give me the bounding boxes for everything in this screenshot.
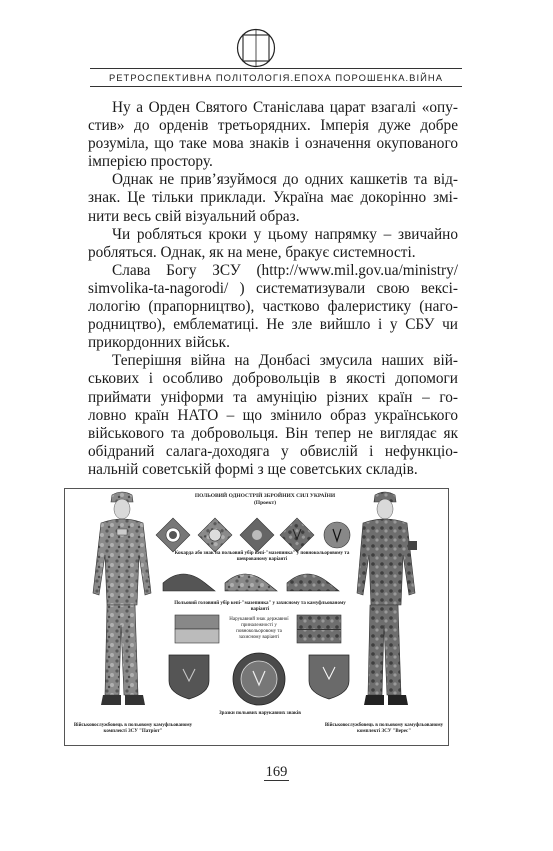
caption-right-soldier: Військовослужбовець в польовому камуфльованому комплекті ЗСУ "Верес" [324,723,444,734]
caption-flag: Нарукавний знак державної приналежності у повнокольоровому та захисному варіанті [229,617,289,640]
sleeve-patches [169,653,349,705]
body-line: ськових і особливо добровольців в якості допомоги [88,370,458,388]
body-line: нити весь свій візуальний образ. [88,207,300,225]
figure-title-line1: ПОЛЬОВИЙ ОДНОСТРІЙ ЗБРОЙНИХ СИЛ УКРАЇНИ [194,493,336,499]
cockade-row [156,518,350,552]
body-line: військового та добровольця. Він тепер не виглядає як [88,424,458,442]
body-line: стив» до орденів третьорядних. Імперія дуже добре [88,117,458,135]
field-caps [163,574,339,591]
caption-patches: Зразки польових нарукавних знаків [219,711,301,716]
body-line: simvolika-ta-nagorodi/ ) систематизували свою вексі- [88,279,458,297]
body-line: Однак не прив’язуймося до одних кашкетів та від- [112,171,458,189]
caption-caps: Польовий головний убір кепі-"мазепинка" у захисному та камуфльованому варіанті [174,601,346,612]
body-line: Слава Богу ЗСУ (http://www.mil.gov.ua/ministry/ [112,261,458,279]
page-number-value: 169 [265,764,288,780]
figure-title-line2: (Проект) [253,500,277,506]
body-line: нальній советській формі з ще советських складів. [88,460,418,478]
body-line: Ну а Орден Святого Станіслава царат взагалі «опу- [112,99,458,116]
header-rule-top [90,68,462,69]
body-line: прикордонних військ. [88,334,230,352]
page-number [0,764,553,781]
caption-cockades: Кокарда або знак на польовий убір кепі-"мазепинка" у повнокольоровому та шеврованому варіанті [174,551,350,562]
publisher-logo [236,28,276,68]
body-line: імперією простору. [88,153,213,171]
uniform-figure [64,488,449,746]
body-line: Чи робляться кроки у цьому напрямку – звичайно [112,225,458,243]
left-soldier [93,492,151,705]
body-line: обідраний салага-доходяга у обвислій і нефункціо- [88,442,458,460]
body-line: знак. Це тільки приклади. Україна має докорінно змі- [88,189,458,207]
body-line: лологію (прапорництво), частково фалеристику (наго- [88,298,458,316]
body-text [88,99,458,479]
caption-left-soldier: Військовослужбовець в польовому камуфльованому комплекті ЗСУ "Патріот" [73,723,193,734]
body-line: робляться. Однак, як на мене, бракує системності. [88,243,416,261]
right-soldier [357,492,417,705]
header-rule-bottom [90,86,462,87]
body-line: приймати уніформи та амуніцію різних країн – го- [88,388,458,406]
body-line: родництво), емблематиці. Не зле вийшло і у СБУ чи [88,316,458,334]
body-line: Теперішня війна на Донбасі змусила наших вій- [112,352,458,370]
body-line: розуміла, що таке мова знаків і означення окупованого [88,135,458,153]
body-line: ловно країн НАТО – що змінило образ українського [88,406,458,424]
running-head: РЕТРОСПЕКТИВНА ПОЛІТОЛОГІЯ.ЕПОХА ПОРОШЕНКА.ВІЙНА [108,72,444,83]
